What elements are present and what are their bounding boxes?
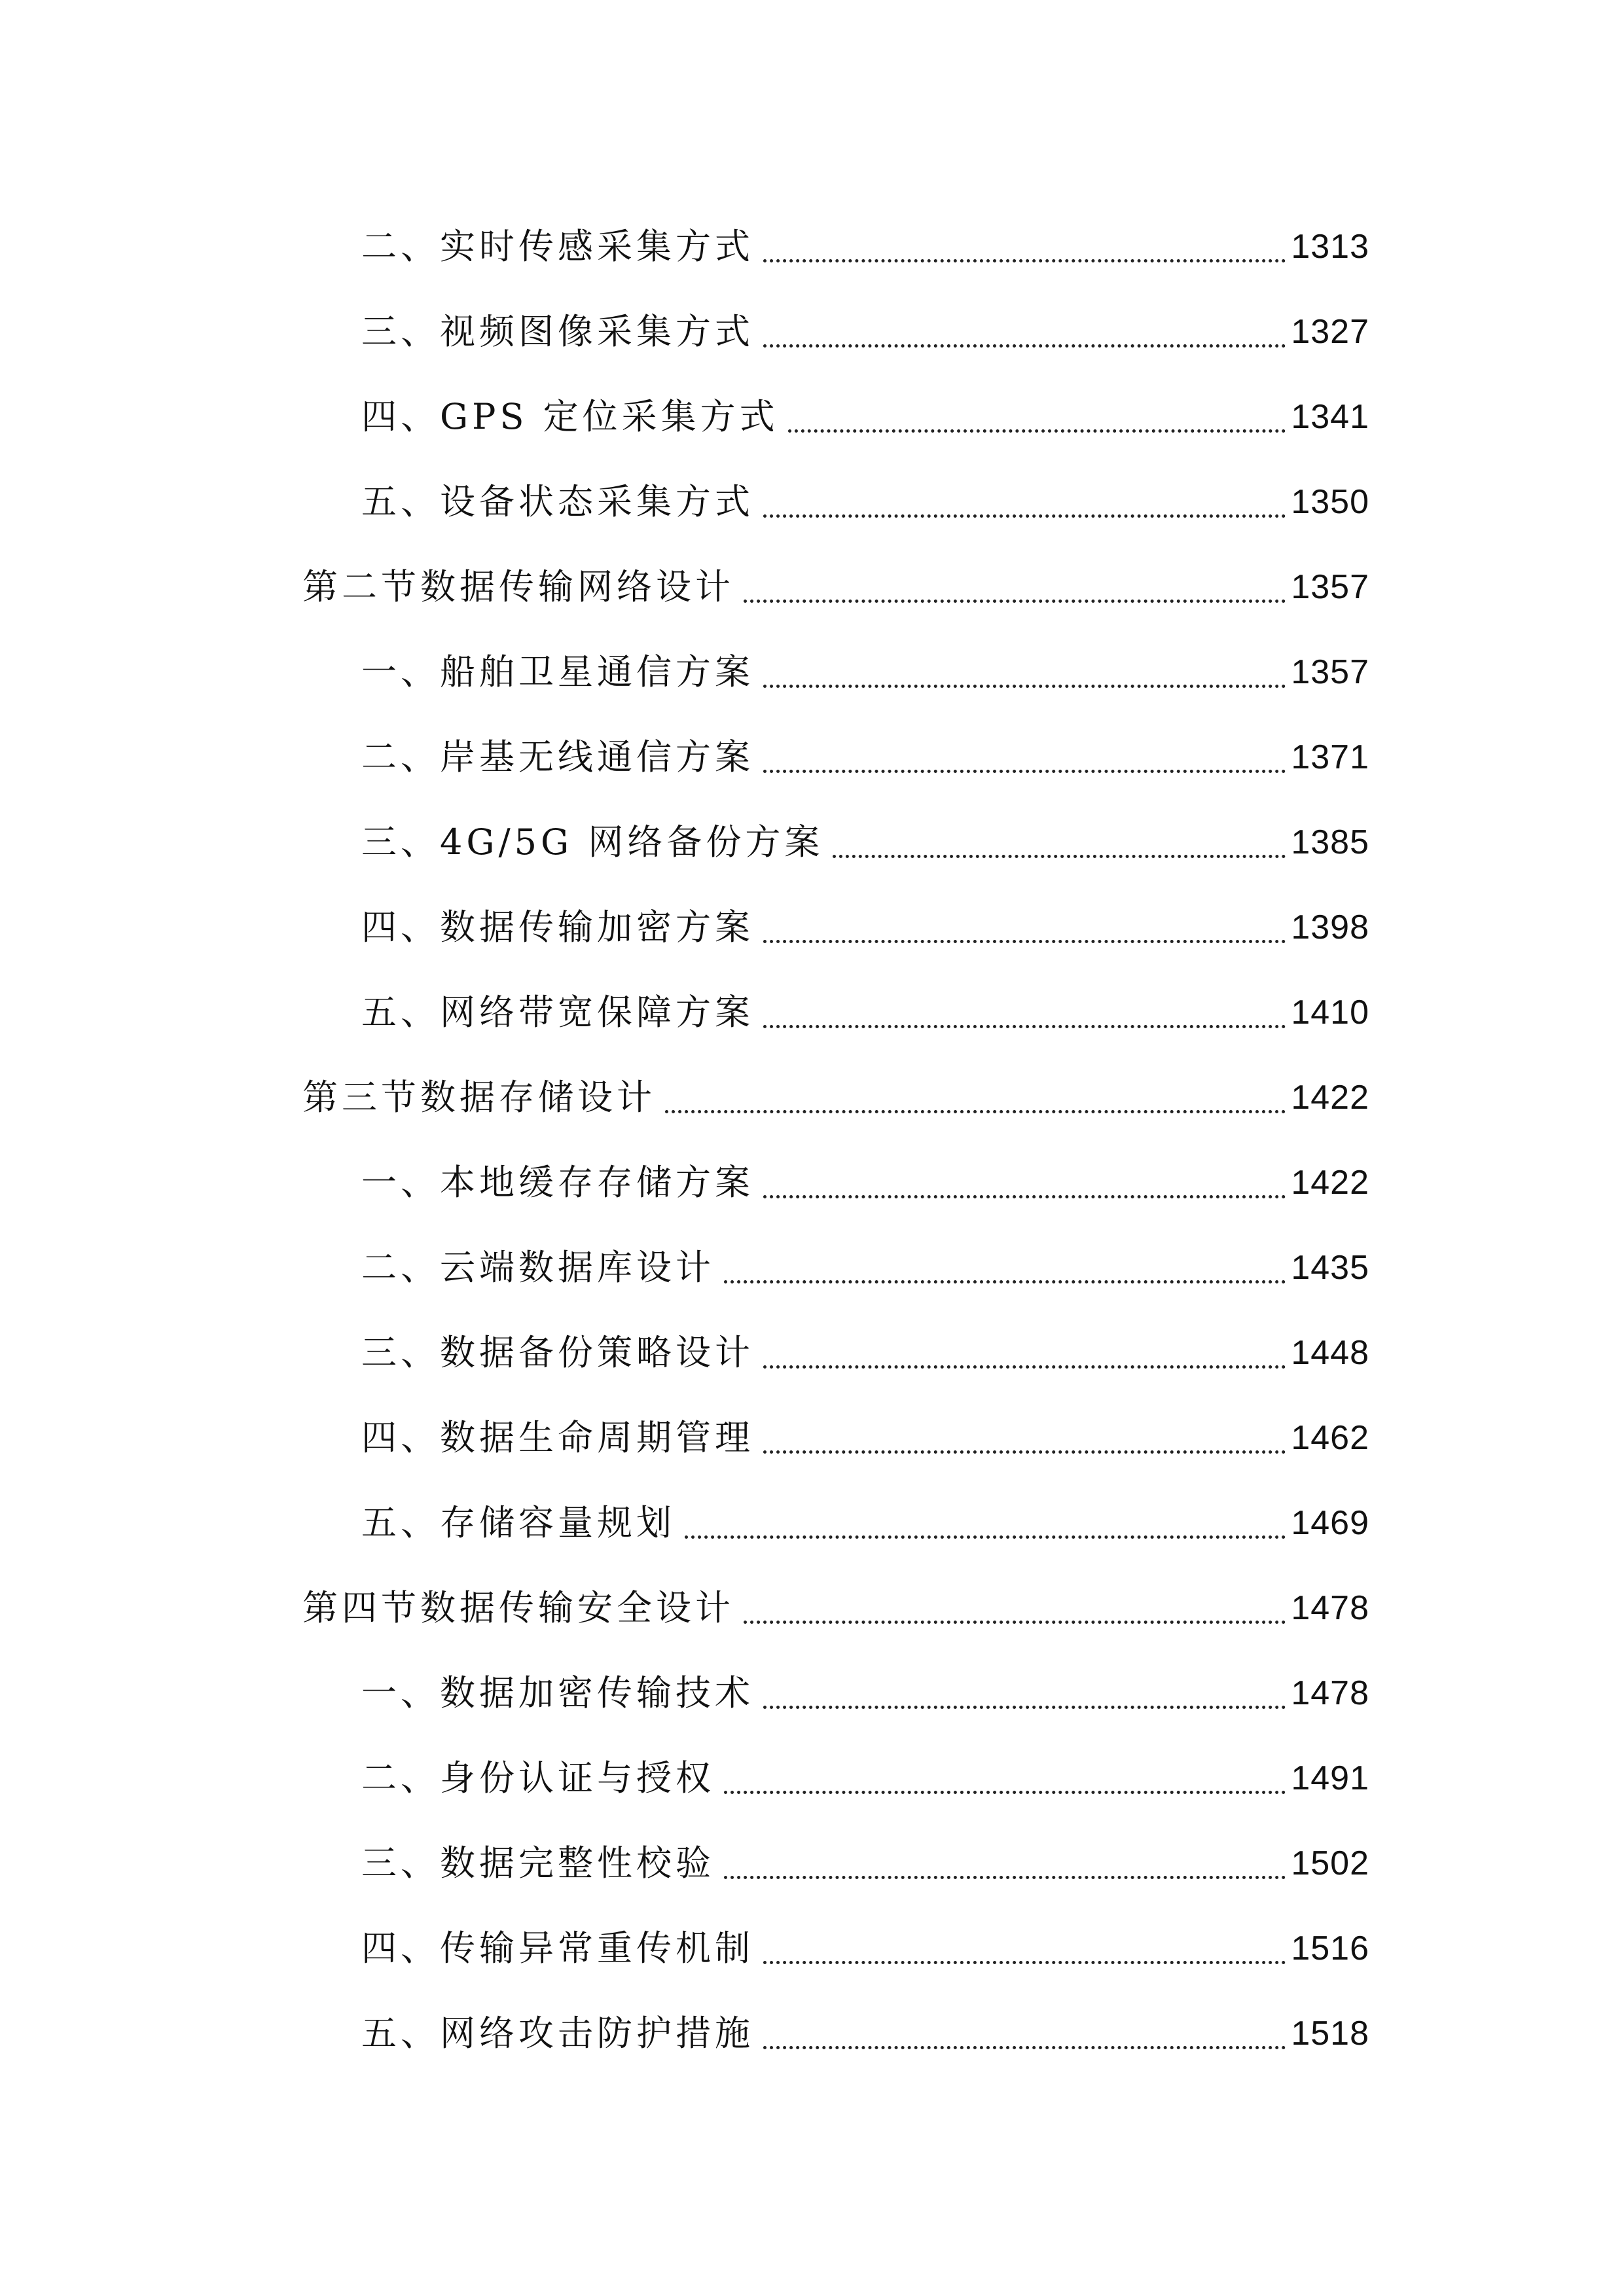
toc-entry[interactable] [0,1140,1624,1225]
toc-entry-title: 五、存储容量规划 [361,1502,676,1543]
toc-entry-title: 一、数据加密传输技术 [361,1672,754,1713]
toc-page-number: 1435 [1291,1249,1369,1287]
toc-dot-leader [665,1075,1286,1113]
toc-entry-title: 三、数据备份策略设计 [361,1332,754,1373]
toc-page-number: 1341 [1291,398,1369,436]
toc-entry-title: 四、GPS 定位采集方式 [361,396,779,437]
toc-entry[interactable] [0,885,1624,970]
toc-page-number: 1422 [1291,1079,1369,1117]
toc-dot-leader [763,1926,1286,1964]
toc-dot-leader [744,1585,1286,1624]
toc-dot-leader [685,1500,1286,1539]
toc-dot-leader [763,224,1286,262]
toc-page-number: 1350 [1291,483,1369,521]
toc-page-number: 1422 [1291,1164,1369,1202]
toc-entry[interactable] [0,1651,1624,1736]
toc-entry[interactable] [0,970,1624,1055]
toc-page-number: 1357 [1291,653,1369,691]
toc-dot-leader [763,649,1286,688]
toc-entry-title: 二、岸基无线通信方案 [361,736,754,778]
toc-dot-leader [763,309,1286,348]
toc-page-number: 1518 [1291,2015,1369,2053]
toc-dot-leader [763,479,1286,518]
toc-entry-title: 五、网络带宽保障方案 [361,992,754,1033]
toc-dot-leader [724,1755,1286,1794]
toc-page-number: 1398 [1291,908,1369,946]
toc-entry[interactable] [0,1395,1624,1480]
toc-entry-title: 三、数据完整性校验 [361,1842,715,1884]
toc-entry[interactable] [0,1480,1624,1566]
toc-dot-leader [788,394,1286,433]
toc-dot-leader [763,1670,1286,1709]
toc-entry[interactable] [0,289,1624,374]
toc-entry[interactable] [0,1736,1624,1821]
toc-entry-title: 四、数据生命周期管理 [361,1417,754,1458]
toc-page-number: 1448 [1291,1334,1369,1372]
toc-section-entry[interactable] [0,1055,1624,1140]
toc-section-title: 第四节数据传输安全设计 [302,1587,734,1628]
toc-page-number: 1478 [1291,1589,1369,1627]
toc-entry[interactable] [0,1225,1624,1310]
toc-page-number: 1371 [1291,738,1369,776]
toc-section-entry[interactable] [0,545,1624,630]
toc-dot-leader [744,564,1286,603]
toc-entry[interactable] [0,374,1624,459]
toc-entry[interactable] [0,204,1624,289]
toc-page-number: 1385 [1291,823,1369,861]
toc-page-number: 1327 [1291,313,1369,351]
toc-entry-title: 二、云端数据库设计 [361,1247,715,1288]
toc-entry[interactable] [0,1906,1624,1991]
toc-entry[interactable] [0,715,1624,800]
toc-dot-leader [763,1415,1286,1454]
toc-entry[interactable] [0,459,1624,545]
toc-page-number: 1410 [1291,994,1369,1031]
toc-dot-leader [763,1330,1286,1369]
toc-entry-title: 四、数据传输加密方案 [361,906,754,948]
toc-page-number: 1357 [1291,568,1369,606]
toc-dot-leader [763,905,1286,943]
toc-entry[interactable] [0,1991,1624,2076]
toc-entry[interactable] [0,800,1624,885]
toc-entry[interactable] [0,630,1624,715]
toc-dot-leader [833,819,1286,858]
toc-dot-leader [763,1160,1286,1198]
toc-entry-title: 二、实时传感采集方式 [361,226,754,267]
table-of-contents [0,204,1624,2076]
toc-page-number: 1478 [1291,1674,1369,1712]
toc-entry-title: 三、4G/5G 网络备份方案 [361,821,824,863]
toc-dot-leader [763,2011,1286,2049]
toc-entry-title: 五、设备状态采集方式 [361,481,754,522]
toc-entry-title: 二、身份认证与授权 [361,1757,715,1799]
toc-entry-title: 五、网络攻击防护措施 [361,2013,754,2054]
toc-dot-leader [724,1840,1286,1879]
toc-entry[interactable] [0,1821,1624,1906]
toc-section-title: 第三节数据存储设计 [302,1077,656,1118]
toc-page-number: 1516 [1291,1929,1369,1967]
toc-page-number: 1502 [1291,1844,1369,1882]
toc-entry-title: 四、传输异常重传机制 [361,1928,754,1969]
toc-page-number: 1469 [1291,1504,1369,1542]
toc-page-number: 1313 [1291,228,1369,266]
toc-entry-title: 三、视频图像采集方式 [361,311,754,352]
toc-section-entry[interactable] [0,1566,1624,1651]
toc-page-number: 1491 [1291,1759,1369,1797]
toc-section-title: 第二节数据传输网络设计 [302,566,734,607]
toc-entry-title: 一、船舶卫星通信方案 [361,651,754,692]
toc-entry-title: 一、本地缓存存储方案 [361,1162,754,1203]
toc-dot-leader [763,990,1286,1028]
toc-page-number: 1462 [1291,1419,1369,1457]
toc-dot-leader [763,734,1286,773]
toc-dot-leader [724,1245,1286,1283]
toc-entry[interactable] [0,1310,1624,1395]
